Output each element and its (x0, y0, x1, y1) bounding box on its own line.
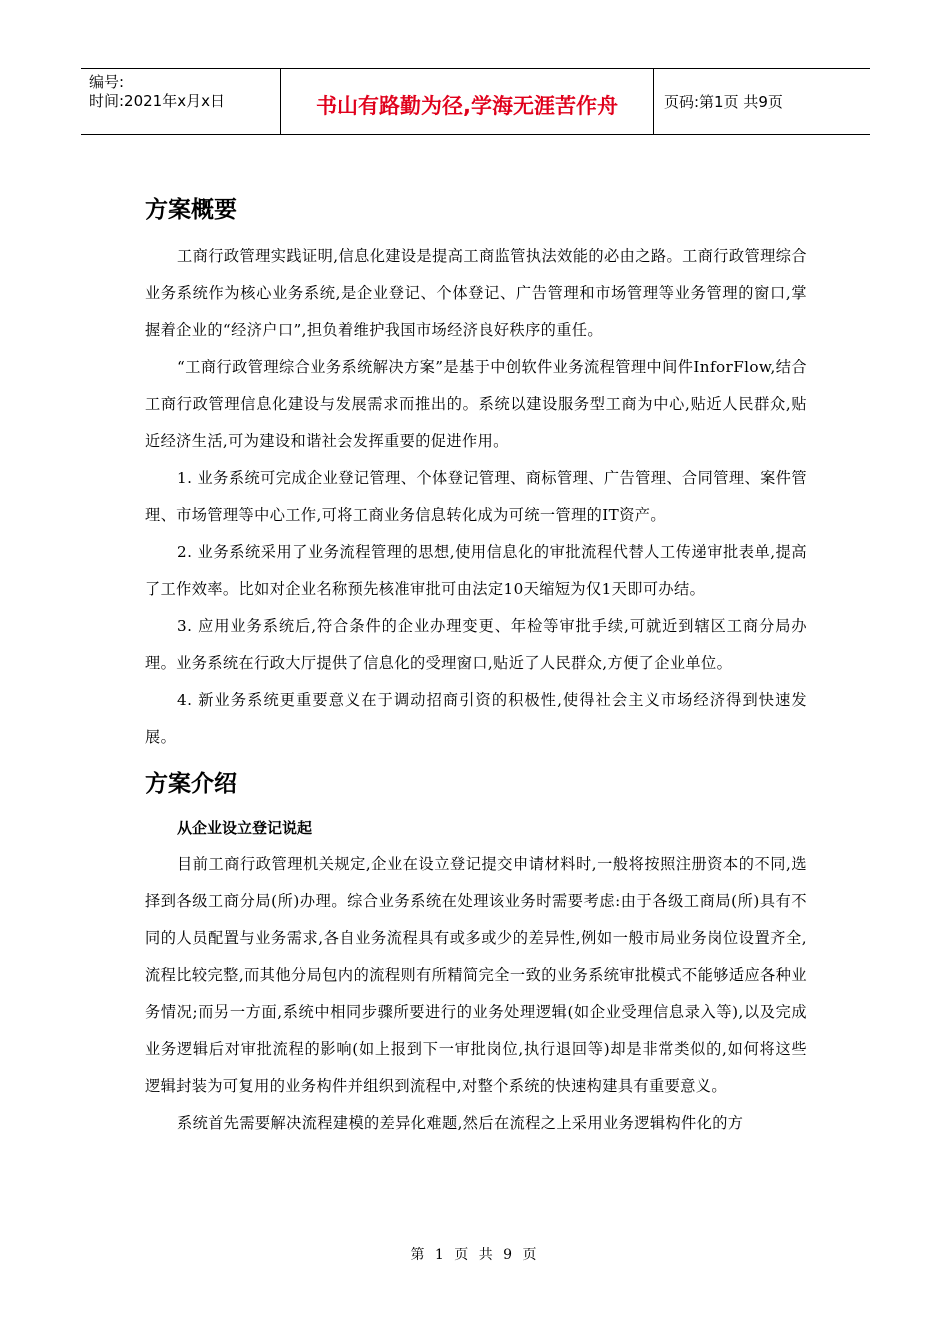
paragraph: 2. 业务系统采用了业务流程管理的思想,使用信息化的审批流程代替人工传递审批表单,提高了工作效率。比如对企业名称预先核准审批可由法定10天缩短为仅1天即可办结。 (145, 543, 807, 598)
paragraph: 1. 业务系统可完成企业登记管理、个体登记管理、商标管理、广告管理、合同管理、案件管理、市场管理等中心工作,可将工商业务信息转化成为可统一管理的IT资产。 (145, 469, 807, 524)
page-header (81, 68, 870, 135)
section-title-introduction: 方案介绍 (145, 771, 237, 797)
header-page-info: 页码:第1页 共9页 (664, 93, 783, 111)
paragraph: “工商行政管理综合业务系统解决方案”是基于中创软件业务流程管理中间件InforFlow,结合工商行政管理信息化建设与发展需求而推出的。系统以建设服务型工商为中心,贴近人民群众,贴近经济生活,可为建设和谐社会发挥重要的促进作用。 (145, 358, 807, 450)
document-body (145, 190, 807, 1142)
time-label: 时间:2021年x月x日 (89, 92, 225, 110)
paragraph: 3. 应用业务系统后,符合条件的企业办理变更、年检等审批手续,可就近到辖区工商分局办理。业务系统在行政大厅提供了信息化的受理窗口,贴近了人民群众,方便了企业单位。 (145, 617, 807, 672)
paragraph: 工商行政管理实践证明,信息化建设是提高工商监管执法效能的必由之路。工商行政管理综合业务系统作为核心业务系统,是企业登记、个体登记、广告管理和市场管理等业务管理的窗口,掌握着企业的“经济户口”,担负着维护我国市场经济良好秩序的重任。 (145, 247, 807, 339)
page-footer: 第 1 页 共 9 页 (410, 1247, 540, 1263)
header-meta (81, 69, 281, 134)
header-motto: 书山有路勤为径,学海无涯苦作舟 (281, 69, 654, 134)
paragraph: 目前工商行政管理机关规定,企业在设立登记提交申请材料时,一般将按照注册资本的不同,选择到各级工商分局(所)办理。综合业务系统在处理该业务时需要考虑:由于各级工商局(所)具有不同的人员配置与业务需求,各自业务流程具有或多或少的差异性,例如一般市局业务岗位设置齐全,流程比较完整,而其他分局包内的流程则有所精简完全一致的业务系统审批模式不能够适应各种业务情况;而另一方面,系统中相同步骤所要进行的业务处理逻辑(如企业受理信息录入等),以及完成业务逻辑后对审批流程的影响(如上报到下一审批岗位,执行退回等)却是非常类似的,如何将这些逻辑封装为可复用的业务构件并组织到流程中,对整个系统的快速构建具有重要意义。 (145, 855, 807, 1095)
paragraph: 4. 新业务系统更重要意义在于调动招商引资的积极性,使得社会主义市场经济得到快速发展。 (145, 691, 807, 746)
subsection-title: 从企业设立登记说起 (177, 819, 313, 837)
section-title-overview: 方案概要 (145, 197, 237, 223)
paragraph: 系统首先需要解决流程建模的差异化难题,然后在流程之上采用业务逻辑构件化的方 (177, 1114, 744, 1132)
number-label: 编号: (89, 73, 125, 91)
